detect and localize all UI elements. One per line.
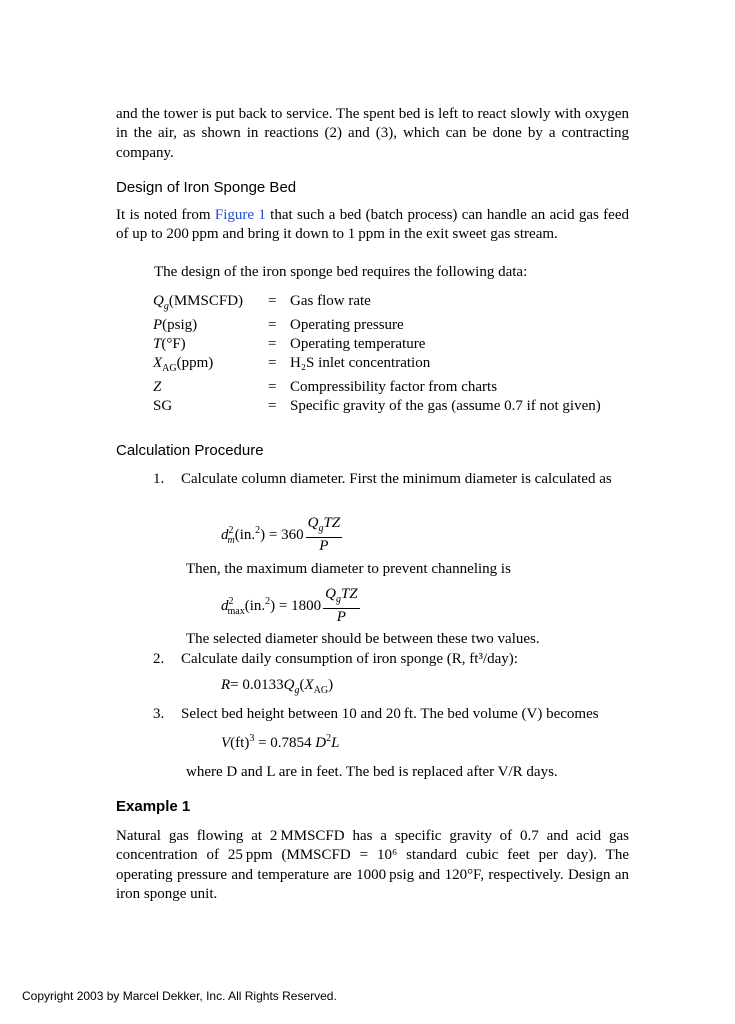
variable-symbol: $Q_g(MMSCFD)$ bbox=[153, 293, 244, 312]
design-paragraph-start: It is noted from bbox=[116, 207, 215, 223]
variable-symbol: T(°F) bbox=[153, 336, 186, 352]
variable-symbol: Z bbox=[153, 379, 162, 395]
equals-sign: = bbox=[268, 379, 277, 395]
selection-note: The selected diameter should be between these two values. bbox=[186, 631, 540, 647]
variable-row bbox=[153, 397, 629, 416]
coef-1800: 1800 bbox=[291, 597, 322, 614]
step-number: 1. bbox=[153, 471, 165, 487]
equals-sign: = bbox=[268, 317, 277, 333]
equals-sign: = bbox=[268, 293, 277, 309]
replacement-note: where D and L are in feet. The bed is replaced after V/R days. bbox=[186, 764, 558, 780]
step-2 bbox=[153, 650, 629, 669]
variable-row bbox=[153, 316, 629, 335]
equals-sign: = bbox=[268, 355, 277, 371]
intro-paragraph: and the tower is put back to service. The spent bed is left to react slowly with oxygen in the air, as shown in reactions (2) and (3), which can be done by a contracting company. bbox=[116, 106, 629, 161]
step-number: 3. bbox=[153, 706, 165, 722]
fraction: $\frac{Q_gTZ}{P}$ bbox=[325, 586, 358, 625]
max-diameter-equation: $d^2_{max}(in.^2) = 1800$ $\frac{Q_gTZ}{P}$ bbox=[221, 586, 358, 625]
variable-row bbox=[153, 354, 629, 378]
example-text: Natural gas flowing at 2 MMSCFD has a specific gravity of 0.7 and acid gas concentration of 25 ppm (MMSCFD = 10⁶ standard cubic feet per day). The operating pressure and temperature are 1000 psig and 120°F, respectively. Design an iron sponge unit. bbox=[116, 828, 629, 902]
step-text: Calculate column diameter. First the minimum diameter is calculated as bbox=[181, 471, 612, 487]
step-text: Calculate daily consumption of iron sponge (R, ft³/day): bbox=[181, 651, 518, 667]
variable-row bbox=[153, 378, 629, 397]
step-number: 2. bbox=[153, 651, 165, 667]
min-diameter-equation: $d^2_m(in.^2) = 360$ $\frac{Q_gTZ}{P}$ bbox=[221, 515, 341, 554]
volume-equation: V(ft)$^3$ = 0.7854 $D^2L$ bbox=[221, 733, 340, 751]
variables-table bbox=[153, 292, 629, 416]
example-heading: Example 1 bbox=[116, 798, 191, 815]
design-paragraph-end: that such a bed (batch process) can handle an acid gas feed of up to 200 ppm and bring it down to 1 ppm in the exit sweet gas stream. bbox=[116, 207, 629, 243]
variable-description: Operating temperature bbox=[290, 336, 426, 352]
coef-360: 360 bbox=[281, 526, 304, 543]
variable-symbol: P(psig) bbox=[153, 317, 198, 333]
variable-symbol: SG bbox=[153, 398, 173, 414]
copyright-footer: Copyright 2003 by Marcel Dekker, Inc. All Rights Reserved. bbox=[22, 989, 337, 1003]
variable-description: Compressibility factor from charts bbox=[290, 379, 498, 395]
variable-description: Gas flow rate bbox=[290, 293, 371, 309]
variable-row bbox=[153, 292, 629, 316]
equals-sign: = bbox=[268, 336, 277, 352]
consumption-equation: $R= 0.0133Q_g(X_{AG})$ bbox=[221, 677, 334, 696]
equals-sign: = bbox=[268, 398, 277, 414]
data-intro: The design of the iron sponge bed requires the following data: bbox=[154, 264, 528, 280]
variable-description: H₂S inlet concentration bbox=[290, 355, 431, 371]
variable-description: Specific gravity of the gas (assume 0.7 if not given) bbox=[290, 398, 601, 414]
coef-r: 0.0133 bbox=[242, 677, 284, 693]
figure-1-link[interactable]: Figure 1 bbox=[214, 207, 266, 223]
step-text: Select bed height between 10 and 20 ft. The bed volume (V) becomes bbox=[181, 706, 599, 722]
variable-row bbox=[153, 335, 629, 354]
step-1 bbox=[153, 470, 629, 489]
variable-symbol: $X_{AG}(ppm)$ bbox=[153, 355, 214, 374]
calc-heading: Calculation Procedure bbox=[116, 442, 264, 459]
design-heading: Design of Iron Sponge Bed bbox=[116, 179, 297, 196]
variable-description: Operating pressure bbox=[290, 317, 404, 333]
max-diameter-intro: Then, the maximum diameter to prevent channeling is bbox=[186, 561, 511, 577]
coef-v: 0.7854 bbox=[270, 735, 312, 751]
design-paragraph bbox=[116, 206, 629, 245]
step-3 bbox=[153, 705, 629, 724]
fraction: $\frac{Q_gTZ}{P}$ bbox=[307, 515, 341, 554]
